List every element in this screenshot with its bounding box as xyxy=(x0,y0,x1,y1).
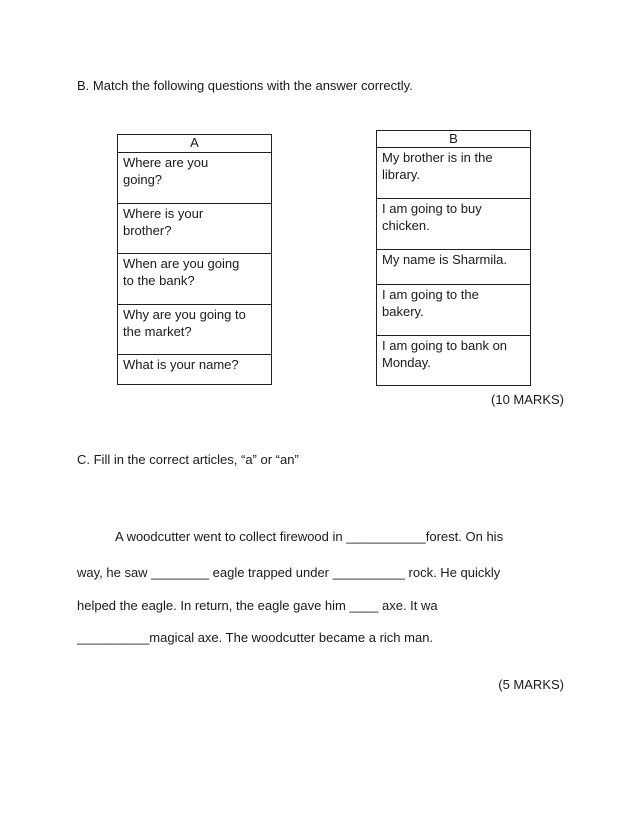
column-a-item-3: When are you going to the bank? xyxy=(118,254,272,305)
column-a-item-5: What is your name? xyxy=(118,355,272,385)
section-b-marks: (10 MARKS) xyxy=(491,392,564,407)
column-a-item-1: Where are you going? xyxy=(118,153,272,204)
column-b-item-2: I am going to buy chicken. xyxy=(377,199,531,250)
column-b-header: B xyxy=(377,131,531,148)
column-b-table xyxy=(376,130,531,386)
paragraph-line-3: helped the eagle. In return, the eagle gave him ____ axe. It wa xyxy=(77,598,438,613)
column-a-item-2: Where is your brother? xyxy=(118,204,272,254)
column-b-item-4: I am going to the bakery. xyxy=(377,285,531,336)
column-a-header: A xyxy=(118,135,272,153)
paragraph-line-2: way, he saw ________ eagle trapped under __________ rock. He quickly xyxy=(77,565,501,580)
column-a-item-4: Why are you going to the market? xyxy=(118,305,272,355)
section-b-heading: B. Match the following questions with the answer correctly. xyxy=(77,78,413,93)
column-a-table xyxy=(117,134,272,385)
column-b-item-5: I am going to bank on Monday. xyxy=(377,336,531,386)
section-c-marks: (5 MARKS) xyxy=(498,677,564,692)
column-b-item-1: My brother is in the library. xyxy=(377,148,531,199)
column-b-item-3: My name is Sharmila. xyxy=(377,250,531,285)
paragraph-line-1: A woodcutter went to collect firewood in ___________forest. On his xyxy=(115,529,504,544)
section-c-heading: C. Fill in the correct articles, “a” or “an” xyxy=(77,452,299,467)
paragraph-line-4: __________magical axe. The woodcutter became a rich man. xyxy=(77,630,434,645)
